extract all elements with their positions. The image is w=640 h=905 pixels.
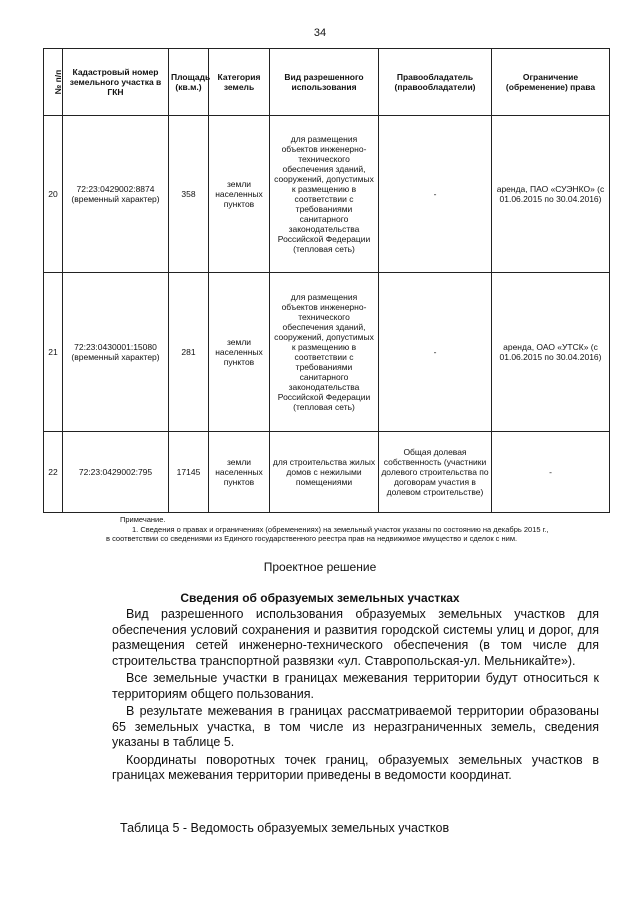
table-row <box>44 116 610 273</box>
table-notes <box>106 515 620 544</box>
table-caption: Таблица 5 - Ведомость образуемых земельных участков <box>120 821 450 835</box>
cell-use: для размещения объектов инженерно-технического обеспечения зданий, сооружений, допустимых к размещению в соответствии с требованиями санитарного законодательства Российской Федерации (тепловая сеть) <box>270 273 379 432</box>
table-row <box>44 432 610 513</box>
header-owner: Правообладатель (правообладатели) <box>379 49 492 116</box>
cell-restriction: - <box>492 432 610 513</box>
paragraph: Вид разрешенного использования образуемых земельных участков для обеспечения условий сохранения и развития городской системы улиц и дорог, для размещения сетей инженерно-технического обеспечения (в том числе для строительства транспортной развязки «ул. Ставропольская-ул. Мельникайте»). <box>112 607 599 668</box>
notes-line-2: в соответствии со сведениями из Единого государственного реестра прав на недвижимое имущество и сделок с ним. <box>106 534 518 543</box>
cell-owner: - <box>379 116 492 273</box>
subsection-title: Сведения об образуемых земельных участках <box>180 591 460 605</box>
cell-use: для строительства жилых домов с нежилыми помещениями <box>270 432 379 513</box>
paragraph: В результате межевания в границах рассматриваемой территории образованы 65 земельных участка, в том числе из неразграниченных земель, сведения указаны в таблице 5. <box>112 704 599 749</box>
cell-num: 21 <box>44 273 63 432</box>
header-category: Категория земель <box>209 49 270 116</box>
cell-cadastral: 72:23:0429002:8874 (временный характер) <box>63 116 169 273</box>
paragraph: Координаты поворотных точек границ, образуемых земельных участков в границах межевания территории приведены в ведомости координат. <box>112 752 599 782</box>
header-num: № п/п <box>44 49 63 116</box>
cell-owner: Общая долевая собственность (участники долевого строительства по договорам участия в долевом строительстве) <box>379 432 492 513</box>
notes-title: Примечание. <box>120 515 166 524</box>
cell-cadastral: 72:23:0429002:795 <box>63 432 169 513</box>
cell-use: для размещения объектов инженерно-технического обеспечения зданий, сооружений, допустимых к размещению в соответствии с требованиями санитарного законодательства Российской Федерации (тепловая сеть) <box>270 116 379 273</box>
cell-num: 20 <box>44 116 63 273</box>
cell-num: 22 <box>44 432 63 513</box>
header-use: Вид разрешенного использования <box>270 49 379 116</box>
cell-area: 281 <box>169 273 209 432</box>
header-cadastral: Кадастровый номер земельного участка в ГКН <box>63 49 169 116</box>
cell-category: земли населенных пунктов <box>209 116 270 273</box>
header-restriction: Ограничение (обременение) права <box>492 49 610 116</box>
cell-restriction: аренда, ПАО «СУЭНКО» (с 01.06.2015 по 30.04.2016) <box>492 116 610 273</box>
page-number: 34 <box>313 27 327 39</box>
cell-owner: - <box>379 273 492 432</box>
cell-category: земли населенных пунктов <box>209 273 270 432</box>
header-area: Площадь (кв.м.) <box>169 49 209 116</box>
cell-category: земли населенных пунктов <box>209 432 270 513</box>
table-row <box>44 273 610 432</box>
cell-restriction: аренда, ОАО «УТСК» (с 01.06.2015 по 30.04.2016) <box>492 273 610 432</box>
cell-area: 17145 <box>169 432 209 513</box>
cell-cadastral: 72:23:0430001:15080 (временный характер) <box>63 273 169 432</box>
paragraph: Все земельные участки в границах межевания территории будут относиться к территориям общего пользования. <box>112 671 599 701</box>
cell-area: 358 <box>169 116 209 273</box>
land-plots-table <box>43 48 610 513</box>
notes-line-1: 1. Сведения о правах и ограничениях (обременениях) на земельный участок указаны по состоянию на декабрь 2015 г., <box>132 524 549 534</box>
table-header-row <box>44 49 610 116</box>
body-text <box>112 607 599 784</box>
section-title: Проектное решение <box>263 560 377 574</box>
